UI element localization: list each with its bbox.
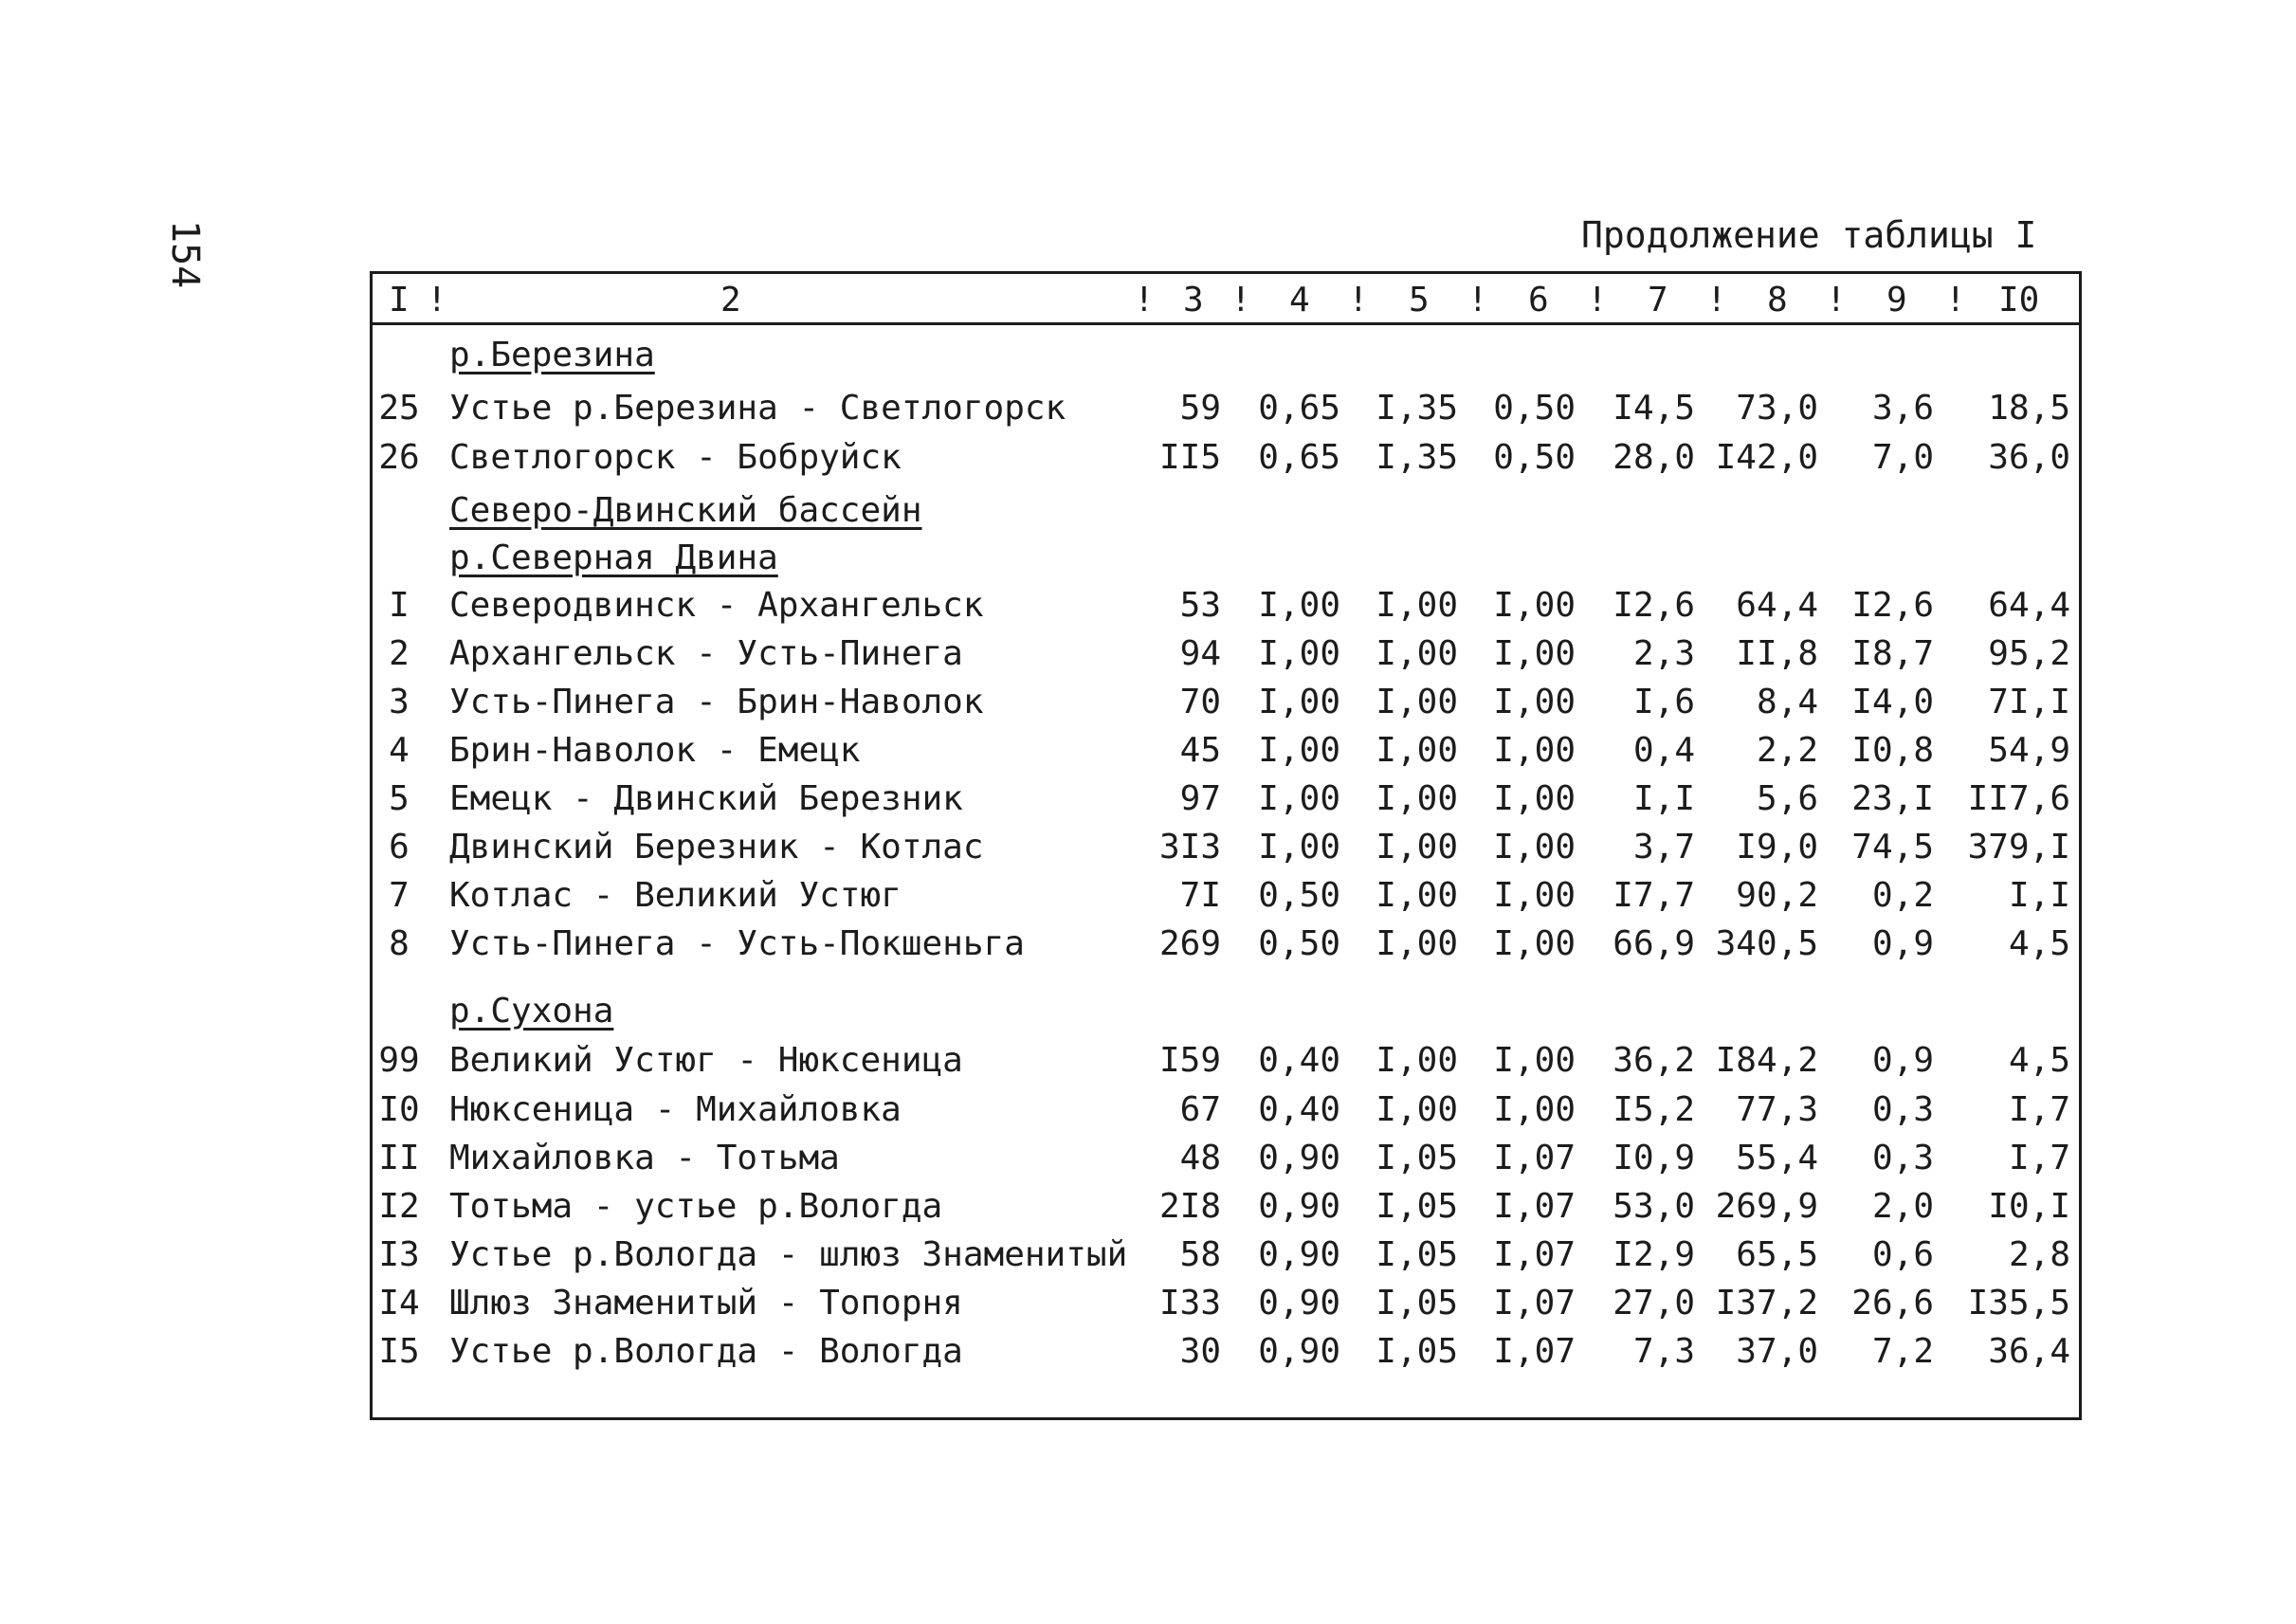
- row-number: 2: [389, 634, 410, 673]
- section-title: р.Березина: [449, 336, 655, 374]
- value-col-9: I8,7: [1851, 634, 1934, 673]
- value-col-6: I,00: [1493, 1090, 1576, 1129]
- value-col-9: 7,2: [1871, 1332, 1934, 1371]
- table-row: [0, 1090, 2296, 1134]
- value-col-3: 30: [1179, 1332, 1221, 1371]
- value-col-3: 67: [1179, 1090, 1221, 1129]
- value-col-9: 23,I: [1851, 779, 1934, 818]
- value-col-7: I4,5: [1613, 389, 1695, 428]
- value-col-7: 0,4: [1632, 731, 1695, 770]
- value-col-9: 3,6: [1871, 389, 1934, 428]
- value-col-10: 54,9: [1988, 731, 2070, 770]
- route-name: Великий Устюг - Нюксеница: [449, 1041, 963, 1080]
- value-col-5: I,00: [1376, 924, 1458, 963]
- page-number: 154: [163, 220, 207, 289]
- value-col-9: 74,5: [1851, 828, 1934, 867]
- value-col-8: 269,9: [1715, 1187, 1818, 1226]
- table-row: [0, 1332, 2296, 1376]
- table-row: [0, 1284, 2296, 1327]
- value-col-4: 0,90: [1258, 1235, 1340, 1274]
- value-col-6: I,00: [1493, 731, 1576, 770]
- value-col-4: 0,90: [1258, 1139, 1340, 1177]
- header-separator: !: [1945, 281, 1966, 319]
- value-col-7: 2,3: [1632, 634, 1695, 673]
- value-col-4: 0,40: [1258, 1090, 1340, 1129]
- value-col-6: I,07: [1493, 1235, 1576, 1274]
- value-col-10: 379,I: [1967, 828, 2070, 867]
- row-number: 3: [389, 683, 410, 721]
- section-title: р.Сухона: [449, 992, 614, 1031]
- value-col-6: I,00: [1493, 924, 1576, 963]
- row-number: I0: [378, 1090, 420, 1129]
- value-col-9: 7,0: [1871, 438, 1934, 477]
- value-col-7: I,I: [1632, 779, 1695, 818]
- table-row: [0, 779, 2296, 823]
- route-name: Шлюз Знаменитый - Топорня: [449, 1284, 963, 1323]
- value-col-10: 7I,I: [1988, 683, 2070, 721]
- value-col-8: I84,2: [1715, 1041, 1818, 1080]
- value-col-10: II7,6: [1967, 779, 2070, 818]
- value-col-7: I5,2: [1613, 1090, 1695, 1129]
- value-col-10: 4,5: [2008, 924, 2070, 963]
- value-col-10: 36,4: [1988, 1332, 2070, 1371]
- header-separator: !: [1348, 281, 1369, 319]
- value-col-8: I37,2: [1715, 1284, 1818, 1323]
- value-col-4: I,00: [1258, 586, 1340, 625]
- header-col-5: 5: [1409, 281, 1430, 319]
- table-row: [0, 828, 2296, 871]
- header-divider: [370, 322, 2082, 325]
- value-col-3: 2I8: [1158, 1187, 1221, 1226]
- value-col-5: I,35: [1376, 389, 1458, 428]
- header-col-4: 4: [1289, 281, 1310, 319]
- row-number: 25: [378, 389, 420, 428]
- table-row: [0, 924, 2296, 968]
- value-col-6: 0,50: [1493, 438, 1576, 477]
- route-name: Нюксеница - Михайловка: [449, 1090, 902, 1129]
- header-col-10: I0: [1998, 281, 2040, 319]
- value-col-8: 5,6: [1756, 779, 1818, 818]
- value-col-4: 0,90: [1258, 1332, 1340, 1371]
- value-col-5: I,00: [1376, 779, 1458, 818]
- table-row: [0, 731, 2296, 775]
- route-name: Котлас - Великий Устюг: [449, 876, 902, 915]
- route-name: Устье р.Вологда - шлюз Знаменитый: [449, 1235, 1128, 1274]
- header-col-1: I: [389, 281, 410, 319]
- value-col-10: 64,4: [1988, 586, 2070, 625]
- value-col-7: I2,6: [1613, 586, 1695, 625]
- value-col-4: 0,50: [1258, 924, 1340, 963]
- row-number: I3: [378, 1235, 420, 1274]
- row-number: I5: [378, 1332, 420, 1371]
- value-col-10: 2,8: [2008, 1235, 2070, 1274]
- value-col-3: II5: [1158, 438, 1221, 477]
- table-row: [0, 389, 2296, 432]
- value-col-7: I2,9: [1613, 1235, 1695, 1274]
- route-name: Архангельск - Усть-Пинега: [449, 634, 963, 673]
- table-row: [0, 1235, 2296, 1279]
- header-col-3: 3: [1183, 281, 1204, 319]
- value-col-8: 55,4: [1736, 1139, 1818, 1177]
- row-number: I2: [378, 1187, 420, 1226]
- value-col-6: I,00: [1493, 586, 1576, 625]
- row-number: I: [389, 586, 410, 625]
- value-col-4: 0,90: [1258, 1187, 1340, 1226]
- value-col-4: I,00: [1258, 731, 1340, 770]
- value-col-3: I59: [1158, 1041, 1221, 1080]
- value-col-8: I42,0: [1715, 438, 1818, 477]
- value-col-3: 97: [1179, 779, 1221, 818]
- route-name: Северодвинск - Архангельск: [449, 586, 984, 625]
- route-name: Устье р.Вологда - Вологда: [449, 1332, 963, 1371]
- value-col-6: I,07: [1493, 1139, 1576, 1177]
- value-col-5: I,35: [1376, 438, 1458, 477]
- value-col-5: I,00: [1376, 828, 1458, 867]
- row-number: 26: [378, 438, 420, 477]
- value-col-6: I,07: [1493, 1332, 1576, 1371]
- table-row: [0, 683, 2296, 726]
- header-col-9: 9: [1886, 281, 1907, 319]
- value-col-3: 48: [1179, 1139, 1221, 1177]
- header-separator: !: [1587, 281, 1608, 319]
- table-row: [0, 438, 2296, 482]
- value-col-6: I,00: [1493, 634, 1576, 673]
- value-col-9: 2,0: [1871, 1187, 1934, 1226]
- value-col-8: 2,2: [1756, 731, 1818, 770]
- value-col-5: I,00: [1376, 1041, 1458, 1080]
- section-title: Северо-Двинский бассейн: [449, 491, 922, 530]
- value-col-8: 8,4: [1756, 683, 1818, 721]
- value-col-4: I,00: [1258, 779, 1340, 818]
- value-col-8: 340,5: [1715, 924, 1818, 963]
- value-col-7: I,6: [1632, 683, 1695, 721]
- value-col-4: I,00: [1258, 634, 1340, 673]
- table-row: [0, 1139, 2296, 1182]
- value-col-10: 95,2: [1988, 634, 2070, 673]
- table-row: [0, 876, 2296, 920]
- header-separator: !: [1826, 281, 1847, 319]
- table-row: [0, 634, 2296, 678]
- value-col-5: I,05: [1376, 1332, 1458, 1371]
- value-col-5: I,05: [1376, 1235, 1458, 1274]
- value-col-9: 26,6: [1851, 1284, 1934, 1323]
- header-col-8: 8: [1767, 281, 1788, 319]
- value-col-6: I,07: [1493, 1187, 1576, 1226]
- route-name: Емецк - Двинский Березник: [449, 779, 963, 818]
- value-col-8: 77,3: [1736, 1090, 1818, 1129]
- value-col-3: 70: [1179, 683, 1221, 721]
- value-col-6: I,00: [1493, 779, 1576, 818]
- header-separator: !: [1467, 281, 1488, 319]
- value-col-6: I,07: [1493, 1284, 1576, 1323]
- value-col-5: I,00: [1376, 586, 1458, 625]
- value-col-9: I2,6: [1851, 586, 1934, 625]
- value-col-7: I7,7: [1613, 876, 1695, 915]
- value-col-10: I,7: [2008, 1139, 2070, 1177]
- value-col-3: I33: [1158, 1284, 1221, 1323]
- value-col-8: 90,2: [1736, 876, 1818, 915]
- row-number: 5: [389, 779, 410, 818]
- value-col-4: 0,50: [1258, 876, 1340, 915]
- table-continuation-caption: Продолжение таблицы I: [1581, 214, 2037, 256]
- header-separator: !: [1706, 281, 1727, 319]
- value-col-9: 0,3: [1871, 1139, 1934, 1177]
- value-col-6: I,00: [1493, 876, 1576, 915]
- value-col-10: 4,5: [2008, 1041, 2070, 1080]
- value-col-5: I,05: [1376, 1139, 1458, 1177]
- value-col-9: I4,0: [1851, 683, 1934, 721]
- value-col-9: 0,3: [1871, 1090, 1934, 1129]
- value-col-9: 0,9: [1871, 1041, 1934, 1080]
- value-col-4: I,00: [1258, 828, 1340, 867]
- route-name: Устье р.Березина - Светлогорск: [449, 389, 1066, 428]
- value-col-5: I,05: [1376, 1187, 1458, 1226]
- value-col-4: 0,65: [1258, 438, 1340, 477]
- route-name: Усть-Пинега - Брин-Наволок: [449, 683, 984, 721]
- route-name: Усть-Пинега - Усть-Покшеньга: [449, 924, 1025, 963]
- value-col-3: 3I3: [1158, 828, 1221, 867]
- value-col-8: 65,5: [1736, 1235, 1818, 1274]
- value-col-4: 0,90: [1258, 1284, 1340, 1323]
- value-col-3: 59: [1179, 389, 1221, 428]
- value-col-3: 53: [1179, 586, 1221, 625]
- value-col-10: 18,5: [1988, 389, 2070, 428]
- row-number: I4: [378, 1284, 420, 1323]
- value-col-8: II,8: [1736, 634, 1818, 673]
- table-row: [0, 586, 2296, 630]
- route-name: Тотьма - устье р.Вологда: [449, 1187, 943, 1226]
- value-col-7: 27,0: [1613, 1284, 1695, 1323]
- value-col-8: 37,0: [1736, 1332, 1818, 1371]
- header-separator: !: [1230, 281, 1251, 319]
- value-col-7: 3,7: [1632, 828, 1695, 867]
- row-number: 7: [389, 876, 410, 915]
- route-name: Светлогорск - Бобруйск: [449, 438, 902, 477]
- route-name: Двинский Березник - Котлас: [449, 828, 984, 867]
- section-subtitle: р.Северная Двина: [449, 538, 778, 577]
- value-col-6: I,00: [1493, 1041, 1576, 1080]
- value-col-4: 0,40: [1258, 1041, 1340, 1080]
- value-col-5: I,00: [1376, 1090, 1458, 1129]
- row-number: 4: [389, 731, 410, 770]
- header-separator: !: [427, 281, 447, 319]
- value-col-5: I,00: [1376, 731, 1458, 770]
- value-col-7: 36,2: [1613, 1041, 1695, 1080]
- value-col-10: 36,0: [1988, 438, 2070, 477]
- value-col-7: 7,3: [1632, 1332, 1695, 1371]
- value-col-10: I,7: [2008, 1090, 2070, 1129]
- value-col-3: 269: [1158, 924, 1221, 963]
- table-row: [0, 1041, 2296, 1085]
- header-separator: !: [1134, 281, 1155, 319]
- route-name: Михайловка - Тотьма: [449, 1139, 840, 1177]
- value-col-8: 64,4: [1736, 586, 1818, 625]
- value-col-9: 0,9: [1871, 924, 1934, 963]
- value-col-7: 66,9: [1613, 924, 1695, 963]
- header-col-6: 6: [1528, 281, 1549, 319]
- value-col-6: 0,50: [1493, 389, 1576, 428]
- value-col-7: I0,9: [1613, 1139, 1695, 1177]
- value-col-3: 94: [1179, 634, 1221, 673]
- value-col-9: 0,2: [1871, 876, 1934, 915]
- value-col-6: I,00: [1493, 828, 1576, 867]
- value-col-5: I,00: [1376, 634, 1458, 673]
- row-number: 8: [389, 924, 410, 963]
- value-col-10: I,I: [2008, 876, 2070, 915]
- value-col-5: I,00: [1376, 876, 1458, 915]
- value-col-4: I,00: [1258, 683, 1340, 721]
- header-col-2: 2: [720, 281, 741, 319]
- table-row: [0, 1187, 2296, 1231]
- value-col-8: I9,0: [1736, 828, 1818, 867]
- row-number: 99: [378, 1041, 420, 1080]
- value-col-5: I,00: [1376, 683, 1458, 721]
- value-col-4: 0,65: [1258, 389, 1340, 428]
- value-col-7: 53,0: [1613, 1187, 1695, 1226]
- value-col-8: 73,0: [1736, 389, 1818, 428]
- value-col-6: I,00: [1493, 683, 1576, 721]
- value-col-5: I,05: [1376, 1284, 1458, 1323]
- route-name: Брин-Наволок - Емецк: [449, 731, 861, 770]
- value-col-10: I0,I: [1988, 1187, 2070, 1226]
- value-col-3: 45: [1179, 731, 1221, 770]
- value-col-9: 0,6: [1871, 1235, 1934, 1274]
- value-col-9: I0,8: [1851, 731, 1934, 770]
- value-col-3: 7I: [1179, 876, 1221, 915]
- row-number: II: [378, 1139, 420, 1177]
- value-col-7: 28,0: [1613, 438, 1695, 477]
- row-number: 6: [389, 828, 410, 867]
- value-col-10: I35,5: [1967, 1284, 2070, 1323]
- value-col-3: 58: [1179, 1235, 1221, 1274]
- header-col-7: 7: [1648, 281, 1668, 319]
